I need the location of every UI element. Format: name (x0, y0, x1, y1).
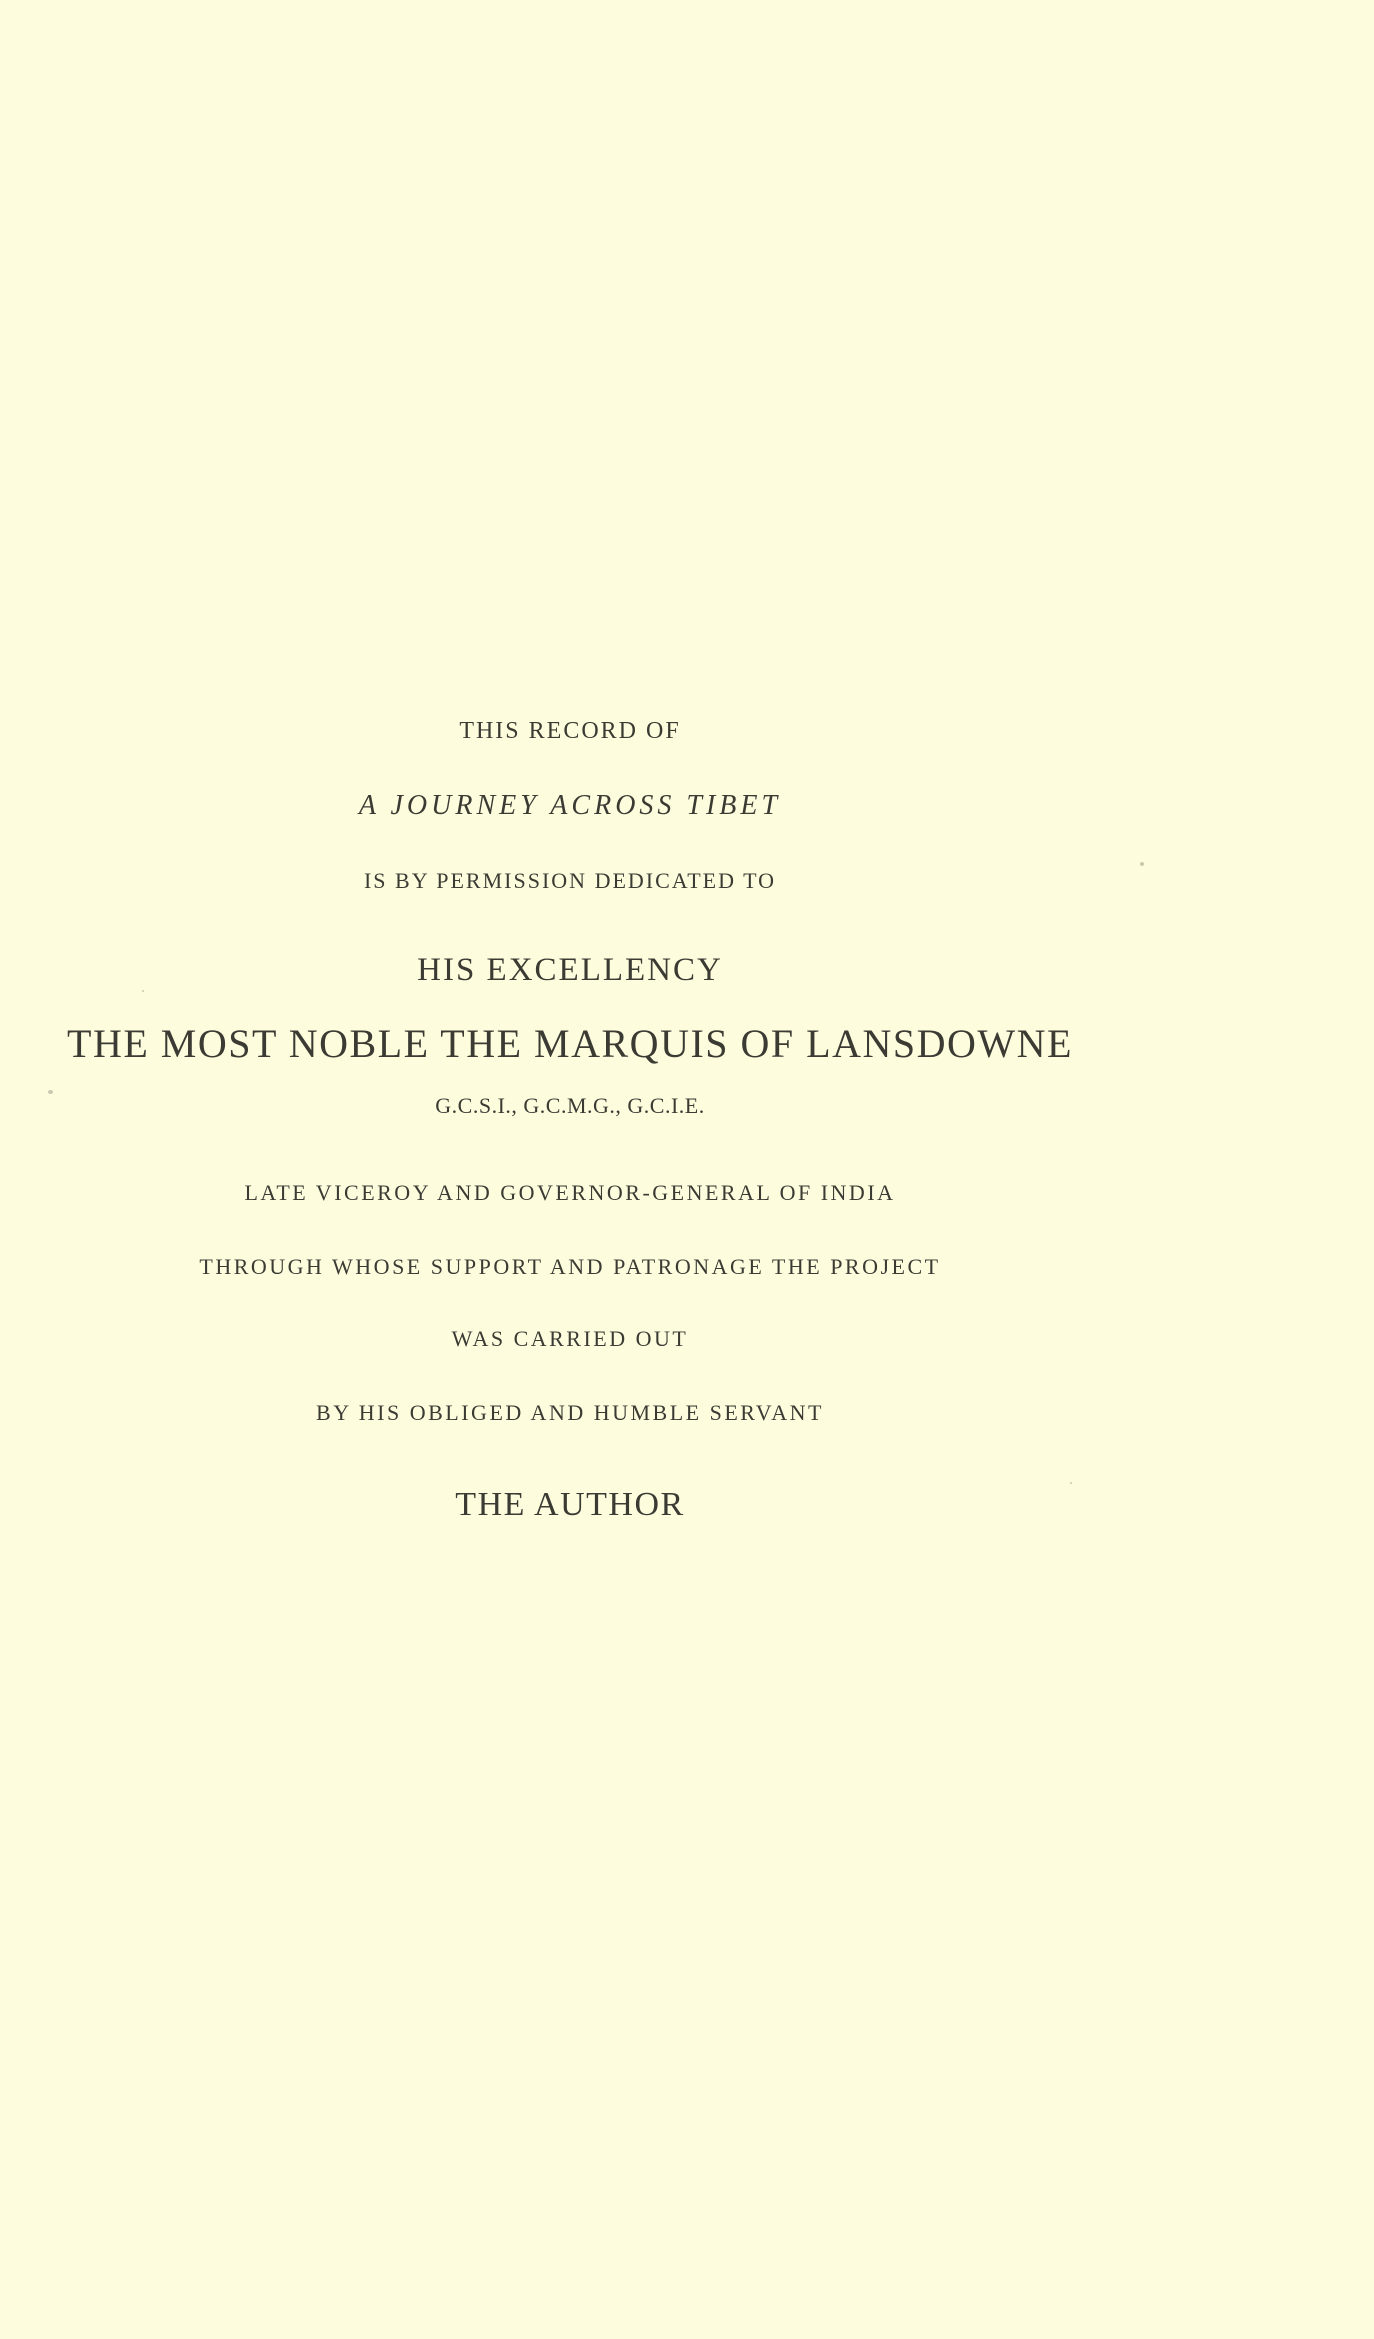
book-title: A JOURNEY ACROSS TIBET (358, 790, 782, 821)
author-signature-line: THE AUTHOR (455, 1486, 685, 1523)
dedication-line-servant: BY HIS OBLIGED AND HUMBLE SERVANT (316, 1400, 824, 1425)
dedicatee-orders: G.C.S.I., G.C.M.G., G.C.I.E. (435, 1093, 705, 1118)
paper-speck (142, 990, 144, 992)
dedication-line-permission: IS BY PERMISSION DEDICATED TO (363, 868, 777, 893)
dedicatee-name: THE MOST NOBLE THE MARQUIS OF LANSDOWNE (67, 1021, 1073, 1066)
dedicatee-office: LATE VICEROY AND GOVERNOR-GENERAL OF INDIA (244, 1180, 896, 1205)
dedication-line-carried-out: WAS CARRIED OUT (451, 1326, 689, 1351)
paper-speck (1140, 862, 1144, 866)
dedication-line-support: THROUGH WHOSE SUPPORT AND PATRONAGE THE PROJECT (199, 1254, 941, 1279)
dedicatee-honorific: HIS EXCELLENCY (417, 952, 723, 988)
dedication-line-record: THIS RECORD OF (459, 718, 681, 744)
paper-speck (48, 1090, 53, 1094)
paper-speck (1070, 1482, 1072, 1484)
